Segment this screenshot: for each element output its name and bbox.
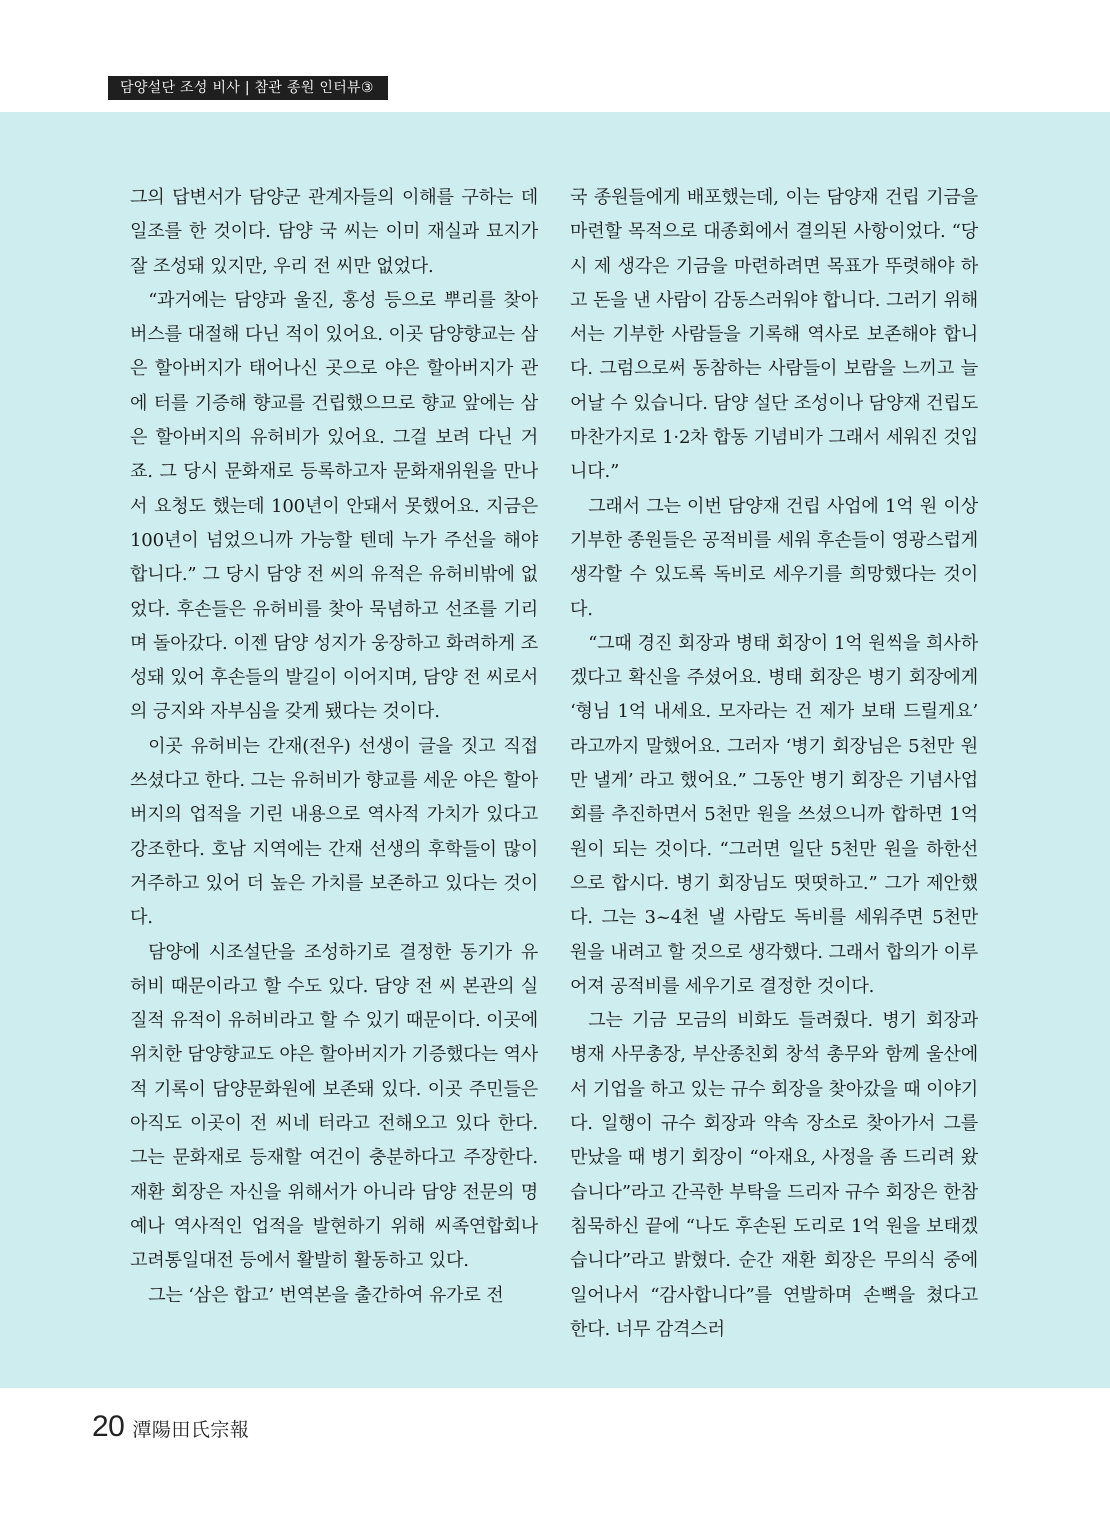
paragraph: 그는 기금 모금의 비화도 들려줬다. 병기 회장과 병재 사무총장, 부산종친회 창석 총무와 함께 울산에서 기업을 하고 있는 규수 회장을 찾아갔을 때 이야기다. 일행이 규수 회장과 약속 장소로 찾아가서 그를 만났을 때 병기 회장이 “아재요, 사정을 좀 드리려 왔습니다”라고 간곡한 부탁을 드리자 규수 회장은 한참 침묵하신 끝에 “나도 후손된 도리로 1억 원을 보태겠습니다”라고 밝혔다. 순간 재환 회장은 무의식 중에 일어나서 “감사합니다”를 연발하며 손뼉을 쳤다고 한다. 너무 감격스러 xyxy=(570,1010,978,1340)
paragraph: 국 종원들에게 배포했는데, 이는 담양재 건립 기금을 마련할 목적으로 대종회에서 결의된 사항이었다. “당시 제 생각은 기금을 마련하려면 목표가 뚜렷해야 하고 돈을 낸 사람이 감동스러워야 합니다. 그러기 위해서는 기부한 사람들을 기록해 역사로 보존해야 합니다. 그럼으로써 동참하는 사람들이 보람을 느끼고 늘어날 수 있습니다. 담양 설단 조성이나 담양재 건립도 마찬가지로 1·2차 합동 기념비가 그래서 세워진 것입니다.” xyxy=(570,187,978,483)
page-number: 20 xyxy=(92,1410,125,1443)
section-title: 담양설단 조성 비사 | 참관 종원 인터뷰③ xyxy=(120,80,374,96)
paragraph: 그래서 그는 이번 담양재 건립 사업에 1억 원 이상 기부한 종원들은 공적비를 세워 후손들이 영광스럽게 생각할 수 있도록 독비로 세우기를 희망했다는 것이다. xyxy=(570,495,978,620)
paragraph: “과거에는 담양과 울진, 홍성 등으로 뿌리를 찾아 버스를 대절해 다닌 적이 있어요. 이곳 담양향교는 삼은 할아버지가 태어나신 곳으로 야은 할아버지가 관에 터를 기증해 향교를 건립했으므로 향교 앞에는 삼은 할아버지의 유허비가 있어요. 그걸 보려 다닌 거죠. 그 당시 문화재로 등록하고자 문화재위원을 만나서 요청도 했는데 100년이 안돼서 못했어요. 지금은 100년이 넘었으니까 가능할 텐데 누가 주선을 해야 합니다.” 그 당시 담양 전 씨의 유적은 유허비밖에 없었다. 후손들은 유허비를 찾아 묵념하고 선조를 기리며 돌아갔다. 이젠 담양 성지가 웅장하고 화려하게 조성돼 있어 후손들의 발길이 이어지며, 담양 전 씨로서의 긍지와 자부심을 갖게 됐다는 것이다. xyxy=(130,289,538,723)
publication-name: 潭陽田氏宗報 xyxy=(132,1419,250,1441)
article-column-left xyxy=(130,181,538,1313)
paragraph: 담양에 시조설단을 조성하기로 결정한 동기가 유허비 때문이라고 할 수도 있다. 담양 전 씨 본관의 실질적 유적이 유허비라고 할 수 있기 때문이다. 이곳에 위치한 담양향교도 야은 할아버지가 기증했다는 역사적 기록이 담양문화원에 보존돼 있다. 이곳 주민들은 아직도 이곳이 전 씨네 터라고 전해오고 있다 한다. 그는 문화재로 등재할 여건이 충분하다고 주장한다. 재환 회장은 자신을 위해서가 아니라 담양 전문의 명예나 역사적인 업적을 발현하기 위해 씨족연합회나 고려통일대전 등에서 활발히 활동하고 있다. xyxy=(130,941,538,1272)
paragraph: 이곳 유허비는 간재(전우) 선생이 글을 짓고 직접 쓰셨다고 한다. 그는 유허비가 향교를 세운 야은 할아버지의 업적을 기린 내용으로 역사적 가치가 있다고 강조한다. 호남 지역에는 간재 선생의 후학들이 많이 거주하고 있어 더 높은 가치를 보존하고 있다는 것이다. xyxy=(130,735,538,929)
paragraph: 그의 답변서가 담양군 관계자들의 이해를 구하는 데 일조를 한 것이다. 담양 국 씨는 이미 재실과 묘지가 잘 조성돼 있지만, 우리 전 씨만 없었다. xyxy=(130,187,538,277)
paragraph: 그는 ‘삼은 합고’ 번역본을 출간하여 유가로 전 xyxy=(148,1284,504,1306)
page-footer xyxy=(92,1410,249,1456)
article-column-right xyxy=(570,181,978,1347)
paragraph: “그때 경진 회장과 병태 회장이 1억 원씩을 희사하겠다고 확신을 주셨어요. 병태 회장은 병기 회장에게 ‘형님 1억 내세요. 모자라는 건 제가 보태 드릴게요’ 라고까지 말했어요. 그러자 ‘병기 회장님은 5천만 원만 낼게’ 라고 했어요.” 그동안 병기 회장은 기념사업회를 추진하면서 5천만 원을 쓰셨으니까 합하면 1억 원이 되는 것이다. “그러면 일단 5천만 원을 하한선으로 합시다. 병기 회장님도 떳떳하고.” 그가 제안했다. 그는 3~4천 낼 사람도 독비를 세워주면 5천만 원을 내려고 할 것으로 생각했다. 그래서 합의가 이루어져 공적비를 세우기로 결정한 것이다. xyxy=(570,632,978,997)
section-header xyxy=(108,76,388,100)
